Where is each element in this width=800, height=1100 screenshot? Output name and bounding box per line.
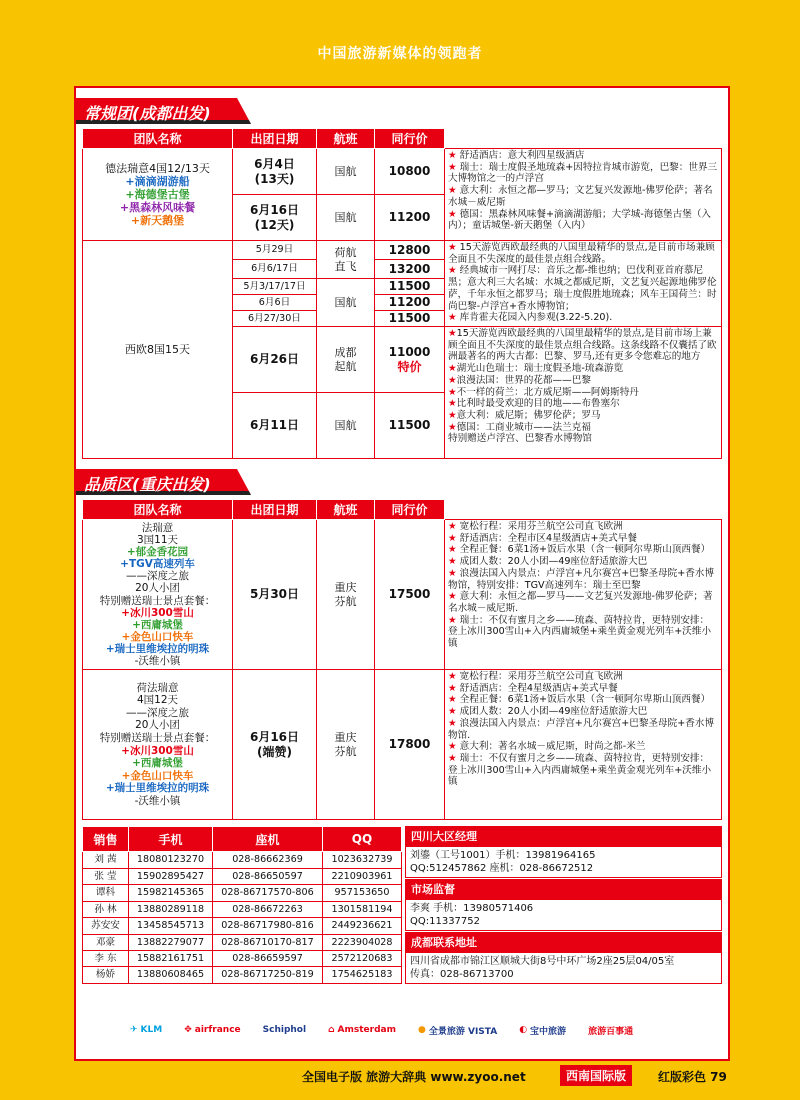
bcts-icon: ◐ [519,1025,528,1035]
price-cell: 17500 [375,520,445,670]
contact-info [405,826,722,984]
date-cell: 6月4日 (13天) [233,149,317,195]
date-cell: 6月6/17日 [233,260,317,279]
airline-cell: 国航 [317,149,375,195]
col-header: 团队名称 [83,500,233,520]
date-cell: 5月3/17/17日 [233,279,317,295]
price-cell: 12800 [375,241,445,260]
baozhong-logo: ◐ 宝中旅游 [519,1025,567,1037]
tour-name: 荷法瑞意 4国12天 ——深度之旅 20人小团 特别赠送瑞士景点套餐： +冰川300雪山 +西庸城堡 +金色山口快车 +瑞士里维埃拉的明珠 -沃维小镇 [83,670,233,820]
airline-cell: 重庆 芬航 [317,520,375,670]
address-title: 成都联系地址 [405,932,722,952]
price-cell: 10800 [375,149,445,195]
contact-row: 孙 林 13880289118 028-86672263 1301581194 [83,901,402,917]
page-number: 红版彩色 79 [658,1070,727,1084]
manager-info: 刘鎏（工号1001）手机：13981964165 QQ:512457862 座机：028-86672512 [405,846,722,878]
price-cell: 11200 [375,195,445,241]
baishitong-logo: 旅游百事通 [588,1026,634,1037]
airline-cell: 荷航 直飞 [317,241,375,279]
date-cell: 6月16日 (端赞) [233,670,317,820]
address-info: 四川省成都市锦江区顺城大街8号中环广场2座25层04/05室 传真：028-86713700 [405,952,722,984]
manager-title: 四川大区经理 [405,826,722,846]
tour-desc: ★15天游览西欧最经典的八国里最精华的景点,是目前市场上兼顾全面且不失深度的最佳景点组合线路。这条线路不仅囊括了欧洲最著名的两大古都：巴黎、罗马,还有更多令您难忘的地方 ★湖光山色瑞士：瑞士度假圣地-琉森游览 ★浪漫法国：世界的花都——巴黎 ★不一样的荷兰：北方威尼斯——阿姆斯特丹 ★比利时最受欢迎的目的地——布鲁塞尔 ★意大利：威尼斯；佛罗伦萨；罗马 ★德国：工商业城市——法兰克福 特别赠送卢浮宫、巴黎香水博物馆 [445,327,722,459]
section-banner-chongqing [76,469,722,495]
supervise-title: 市场监督 [405,879,722,899]
col-header: 销售 [83,827,129,852]
amsterdam-logo: ⌂ Amsterdam [328,1025,396,1035]
vista-logo: ● 全景旅游 VISTA [417,1025,498,1037]
tour-name: 法瑞意 3国11天 +郁金香花园 +TGV高速列车 ——深度之旅 20人小团 特别赠送瑞士景点套餐： +冰川300雪山 +西庸城堡 +金色山口快车 +瑞士里维埃拉的明珠 -沃维小镇 [83,520,233,670]
col-header: 出团日期 [233,500,317,520]
date-cell: 6月16日 (12天) [233,195,317,241]
footer [0,1064,800,1086]
contact-row: 杨娇 13880608465 028-86717250-819 1754625183 [83,967,402,984]
airline-cell: 国航 [317,393,375,459]
contact-row: 张 莹 15902895427 028-86650597 2210903961 [83,868,402,884]
airline-cell: 国航 [317,279,375,327]
col-header: 手机 [129,827,213,852]
sales-contacts-table [82,826,402,984]
date-cell: 5月29日 [233,241,317,260]
date-cell: 6月26日 [233,327,317,393]
col-header: 同行价 [375,129,445,149]
plane-icon: ✈ [130,1025,138,1035]
price-cell: 17800 [375,670,445,820]
footer-text: 全国电子版 旅游大辞典 www.zyoo.net [302,1070,526,1084]
contact-row: 邓豪 13882279077 028-86710170-817 2223904028 [83,934,402,950]
col-header: 团队名称 [83,129,233,149]
tagline: 中国旅游新媒体的领跑者 [317,46,483,62]
airline-cell: 国航 [317,195,375,241]
tour-desc: ★ 宽松行程：采用芬兰航空公司直飞欧洲 ★ 舒适酒店：全程市区4星级酒店+美式早餐 ★ 全程正餐：6菜1汤+饭后水果（含一顿阿尔卑斯山顶西餐） ★ 成团人数：20人小团—49座位舒适旅游大巴 ★ 浪漫法国入内景点：卢浮宫+凡尔赛宫+巴黎圣母院+香水博物馆，特别安排：TGV高速列车：瑞士至巴黎 ★ 意大利：永恒之都—罗马——文艺复兴发源地-佛罗伦萨；著名水城－威尼斯. ★ 瑞士：不仅有蜜月之乡——琉森、茵特拉肯，更特别安排：登上冰川300雪山+入内西庸城堡+乘坐黄金观光列车+沃维小镇 [445,520,722,670]
footer-tag: 西南国际版 [560,1065,632,1086]
tour-table-chongqing [82,499,722,820]
col-header: 出团日期 [233,129,317,149]
tour-name: 德法瑞意4国12/13天 +滴滴湖游船 +海德堡古堡 +黑森林风味餐 +新天鹅堡 [83,149,233,241]
price-cell: 11200 [375,295,445,311]
tour-desc: ★ 15天游览西欧最经典的八国里最精华的景点,是目前市场兼顾全面且不失深度的最佳景点组合线路。 ★ 经典城市一网打尽：音乐之都-维也纳；巴伐利亚首府慕尼黑；意大利三大名城：水城之都威尼斯，文艺复兴起源地佛罗伦萨，千年永恒之都罗马；瑞士度假胜地琉森；风车王国荷兰：时尚巴黎-卢浮宫+香水博物馆； ★ 库肯霍夫花园入内参观(3.22-5.20). [445,241,722,327]
supervise-info: 李爽 手机：13980571406 QQ:11337752 [405,899,722,931]
col-header: 座机 [213,827,323,852]
house-icon: ⌂ [328,1025,335,1035]
tour-card [74,86,730,1061]
windmill-icon: ✥ [184,1025,192,1035]
tour-desc: ★ 舒适酒店：意大利四星级酒店 ★ 瑞士：瑞士度假圣地琉森+因特拉肯城市游览，巴黎：世界三大博物馆之一的卢浮宫 ★ 意大利：永恒之都—罗马；文艺复兴发源地-佛罗伦萨；著名水城－威尼斯 ★ 德国：黑森林风味餐+滴滴湖游船；大学城-海德堡古堡（入内）；童话城堡-新天鹅堡（入内） [445,149,722,241]
airfrance-logo: ✥ airfrance [184,1025,241,1035]
section-title: 品质区(重庆出发) [84,475,211,494]
contact-row: 李 东 15882161751 028-86659597 2572120683 [83,951,402,967]
price-cell: 13200 [375,260,445,279]
section-title: 常规团(成都出发) [84,104,211,123]
date-cell: 6月27/30日 [233,311,317,327]
price-cell: 11500 [375,279,445,295]
tour-name: 西欧8国15天 [83,241,233,459]
price-cell: 11000 特价 [375,327,445,393]
tour-desc: ★ 宽松行程：采用芬兰航空公司直飞欧洲 ★ 舒适酒店：全程4星级酒店+美式早餐 ★ 全程正餐：6菜1汤+饭后水果（含一顿阿尔卑斯山顶西餐） ★ 成团人数：20人小团—49座位舒适旅游大巴 ★ 浪漫法国入内景点：卢浮宫+凡尔赛宫+巴黎圣母院+香水博物馆. ★ 意大利：著名水城－威尼斯，时尚之都-米兰 ★ 瑞士：不仅有蜜月之乡——琉森、茵特拉肯，更特别安排：登上冰川300雪山+入内西庸城堡+乘坐黄金观光列车+沃维小镇 [445,670,722,820]
price-cell: 11500 [375,311,445,327]
globe-icon: ● [417,1025,426,1035]
date-cell: 6月6日 [233,295,317,311]
col-header: 航班 [317,500,375,520]
contact-row: 苏安安 13458545713 028-86717980-816 2449236621 [83,918,402,934]
col-header: 同行价 [375,500,445,520]
date-cell: 6月11日 [233,393,317,459]
tour-table-chengdu [82,128,722,459]
contact-row: 刘 茜 18080123270 028-86662369 1023632739 [83,852,402,868]
airline-cell: 成都 起航 [317,327,375,393]
partner-logos [130,1010,730,1050]
section-banner-chengdu [76,98,722,124]
contact-row: 谭科 15982145365 028-86717570-806 957153650 [83,885,402,901]
price-cell: 11500 [375,393,445,459]
contact-section [82,826,722,984]
airline-cell: 重庆 芬航 [317,670,375,820]
date-cell: 5月30日 [233,520,317,670]
col-header: 航班 [317,129,375,149]
schiphol-logo: Schiphol [262,1025,307,1035]
col-header: QQ [323,827,402,852]
klm-logo: ✈ KLM [130,1025,163,1035]
